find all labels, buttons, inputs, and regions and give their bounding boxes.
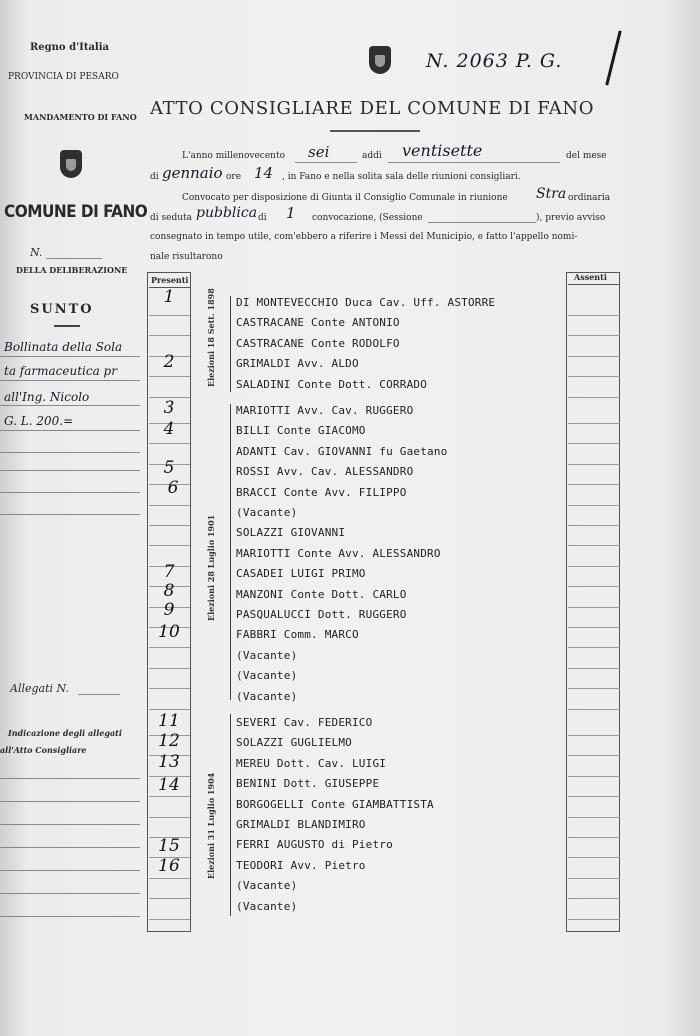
presence-mark: 15 bbox=[158, 836, 180, 856]
sunto-line-1: Bollinata della Sola bbox=[4, 340, 123, 354]
table-row-line bbox=[149, 688, 190, 689]
allegati-label: Allegati N. bbox=[10, 682, 69, 695]
group-label-1904: Elezioni 31 Luglio 1904 bbox=[206, 772, 216, 879]
council-member-name: BORGOGELLI Conte GIAMBATTISTA bbox=[236, 797, 434, 811]
group-label-1898: Elezioni 18 Sett. 1898 bbox=[206, 288, 216, 387]
table-row-line bbox=[568, 545, 620, 546]
council-member-name: CASTRACANE Conte RODOLFO bbox=[236, 336, 400, 350]
council-member-name: (Vacante) bbox=[236, 669, 298, 683]
intro-l1-c: del mese bbox=[566, 151, 607, 161]
table-row-line bbox=[568, 919, 620, 920]
council-member-name: MARIOTTI Avv. Cav. RUGGERO bbox=[236, 404, 414, 417]
council-member-name: GRIMALDI BLANDIMIRO bbox=[236, 818, 366, 831]
table-row-line bbox=[149, 898, 190, 899]
presence-mark: 4 bbox=[163, 419, 175, 439]
presenti-header: Presenti bbox=[151, 275, 189, 285]
intro-seduta-handwritten: pubblica bbox=[196, 205, 258, 221]
sunto-line-2: ta farmaceutica pr bbox=[4, 364, 117, 378]
council-member-name: (Vacante) bbox=[236, 689, 298, 703]
comune-title: COMUNE DI FANO bbox=[4, 202, 148, 222]
council-member-name: MARIOTTI Conte Avv. ALESSANDRO bbox=[236, 546, 441, 560]
table-row-line bbox=[149, 817, 190, 818]
group-label-1901: Elezioni 28 Luglio 1901 bbox=[206, 514, 216, 621]
council-member-name: (Vacante) bbox=[236, 899, 298, 913]
intro-l4-d: ), previo avviso bbox=[536, 213, 606, 223]
intro-l3-a: Convocato per disposizione di Giunta il Consiglio Comunale in riunione bbox=[182, 193, 508, 203]
table-row-line bbox=[568, 356, 620, 357]
table-row-line bbox=[149, 315, 190, 316]
council-member-name: BENINI Dott. GIUSEPPE bbox=[236, 777, 380, 791]
presence-mark: 3 bbox=[163, 398, 175, 418]
intro-l1-b: addì bbox=[362, 151, 382, 161]
presence-mark: 5 bbox=[163, 458, 175, 478]
council-member-name: SOLAZZI GUGLIELMO bbox=[236, 736, 352, 750]
presence-mark: 8 bbox=[163, 581, 175, 601]
table-row-line bbox=[568, 566, 620, 567]
table-row-line bbox=[149, 919, 190, 920]
table-row-line bbox=[568, 796, 620, 797]
table-row-line bbox=[149, 878, 190, 879]
intro-l2-a: di bbox=[150, 172, 159, 182]
council-member-name: FERRI AUGUSTO di Pietro bbox=[236, 838, 393, 852]
council-member-name: CASTRACANE Conte ANTONIO bbox=[236, 316, 400, 330]
presence-mark: 11 bbox=[158, 711, 180, 731]
table-row-line bbox=[568, 397, 620, 398]
council-member-name: ADANTI Cav. GIOVANNI fu Gaetano bbox=[236, 444, 448, 458]
council-member-name: SALADINI Conte Dott. CORRADO bbox=[236, 377, 428, 391]
intro-day-handwritten: ventisette bbox=[402, 141, 483, 160]
council-member-name: TEODORI Avv. Pietro bbox=[236, 858, 366, 872]
council-member-name: GRIMALDI Avv. ALDO bbox=[236, 357, 359, 371]
intro-l4-c: convocazione, (Sessione bbox=[312, 213, 423, 223]
table-row-line bbox=[568, 586, 620, 587]
sunto-title: SUNTO bbox=[30, 302, 94, 317]
indicazione-line-2: all'Atto Consigliare bbox=[0, 745, 87, 755]
table-row-line bbox=[149, 647, 190, 648]
indicazione-line-1: Indicazione degli allegati bbox=[8, 728, 122, 738]
presence-mark: 16 bbox=[158, 856, 180, 876]
numero-label: N. bbox=[30, 246, 43, 259]
intro-l5: consegnato in tempo utile, com'ebbero a riferire i Messi del Municipio, e fatto l'appello nomi- bbox=[150, 232, 578, 242]
sunto-line-3: all'Ing. Nicolo bbox=[4, 390, 90, 404]
presence-mark: 9 bbox=[163, 600, 175, 620]
table-row-line bbox=[149, 796, 190, 797]
table-row-line bbox=[568, 898, 620, 899]
council-member-name: MANZONI Conte Dott. CARLO bbox=[236, 587, 407, 601]
mandamento-label: MANDAMENTO DI FANO bbox=[24, 112, 137, 122]
council-member-name: (Vacante) bbox=[236, 506, 298, 519]
assenti-header: Assenti bbox=[574, 272, 607, 282]
table-row-line bbox=[568, 423, 620, 424]
provincia-label: PROVINCIA DI PESARO bbox=[8, 72, 119, 82]
della-deliberazione-label: DELLA DELIBERAZIONE bbox=[16, 265, 128, 275]
table-row-line bbox=[149, 545, 190, 546]
council-member-name: ROSSI Avv. Cav. ALESSANDRO bbox=[236, 465, 414, 479]
presence-mark: 12 bbox=[158, 731, 180, 751]
table-row-line bbox=[568, 525, 620, 526]
table-row-line bbox=[568, 857, 620, 858]
table-row-line bbox=[568, 627, 620, 628]
table-row-line bbox=[568, 776, 620, 777]
intro-l4-a: di seduta bbox=[150, 213, 192, 223]
council-member-name: SEVERI Cav. FEDERICO bbox=[236, 716, 373, 729]
table-row-line bbox=[568, 335, 620, 336]
council-member-name: BILLI Conte GIACOMO bbox=[236, 424, 366, 438]
table-row-line bbox=[149, 668, 190, 669]
table-row-line bbox=[568, 688, 620, 689]
table-row-line bbox=[149, 335, 190, 336]
table-row-line bbox=[149, 525, 190, 526]
table-row-line bbox=[568, 817, 620, 818]
council-member-name: PASQUALUCCI Dott. RUGGERO bbox=[236, 608, 407, 621]
council-member-name: SOLAZZI GIOVANNI bbox=[236, 526, 346, 540]
table-row-line bbox=[568, 443, 620, 444]
council-member-name: (Vacante) bbox=[236, 648, 298, 662]
presence-mark: 13 bbox=[158, 752, 180, 772]
presence-mark: 7 bbox=[163, 562, 175, 582]
protocol-number: N. 2063 P. G. bbox=[426, 50, 563, 72]
council-member-name: FABBRI Comm. MARCO bbox=[236, 628, 359, 642]
table-row-line bbox=[568, 484, 620, 485]
document-title: ATTO CONSIGLIARE DEL COMUNE DI FANO bbox=[150, 98, 595, 119]
intro-month-handwritten: gennaio bbox=[162, 164, 223, 182]
table-row-line bbox=[568, 668, 620, 669]
intro-l4-b: di bbox=[258, 213, 267, 223]
table-row-line bbox=[568, 505, 620, 506]
council-member-name: (Vacante) bbox=[236, 879, 298, 893]
council-member-name: CASADEI LUIGI PRIMO bbox=[236, 567, 366, 581]
table-row-line bbox=[568, 755, 620, 756]
council-member-name: MEREU Dott. Cav. LUIGI bbox=[236, 756, 387, 770]
table-row-line bbox=[149, 376, 190, 377]
presence-mark: 10 bbox=[158, 622, 180, 642]
intro-l6: nale risultarono bbox=[150, 252, 223, 262]
presence-mark: 14 bbox=[158, 775, 180, 795]
presence-mark: 1 bbox=[163, 287, 175, 307]
intro-l2-c: , in Fano e nella solita sala delle riunioni consigliari. bbox=[282, 172, 521, 182]
presence-mark: 6 bbox=[167, 478, 179, 498]
intro-l2-b: ore bbox=[226, 172, 242, 182]
intro-l3-b: ordinaria bbox=[568, 193, 611, 203]
council-member-name: DI MONTEVECCHIO Duca Cav. Uff. ASTORRE bbox=[236, 296, 496, 309]
presence-mark: 2 bbox=[163, 352, 175, 372]
sunto-line-4: G. L. 200.= bbox=[4, 414, 74, 428]
council-member-name: BRACCI Conte Avv. FILIPPO bbox=[236, 485, 407, 499]
table-row-line bbox=[568, 647, 620, 648]
table-row-line bbox=[568, 315, 620, 316]
table-row-line bbox=[568, 735, 620, 736]
intro-riunione-handwritten: Stra bbox=[536, 186, 567, 202]
table-row-line bbox=[568, 878, 620, 879]
table-row-line bbox=[568, 464, 620, 465]
table-row-line bbox=[149, 505, 190, 506]
regno-label: Regno d'Italia bbox=[30, 42, 109, 53]
intro-year-handwritten: sei bbox=[308, 143, 330, 161]
intro-convocazione-handwritten: 1 bbox=[286, 204, 296, 222]
table-row-line bbox=[568, 607, 620, 608]
table-row-line bbox=[568, 376, 620, 377]
intro-hour-handwritten: 14 bbox=[254, 164, 274, 182]
intro-l1-a: L'anno millenovecento bbox=[182, 151, 286, 161]
table-row-line bbox=[568, 837, 620, 838]
table-row-line bbox=[568, 709, 620, 710]
table-row-line bbox=[149, 443, 190, 444]
table-row-line bbox=[149, 709, 190, 710]
